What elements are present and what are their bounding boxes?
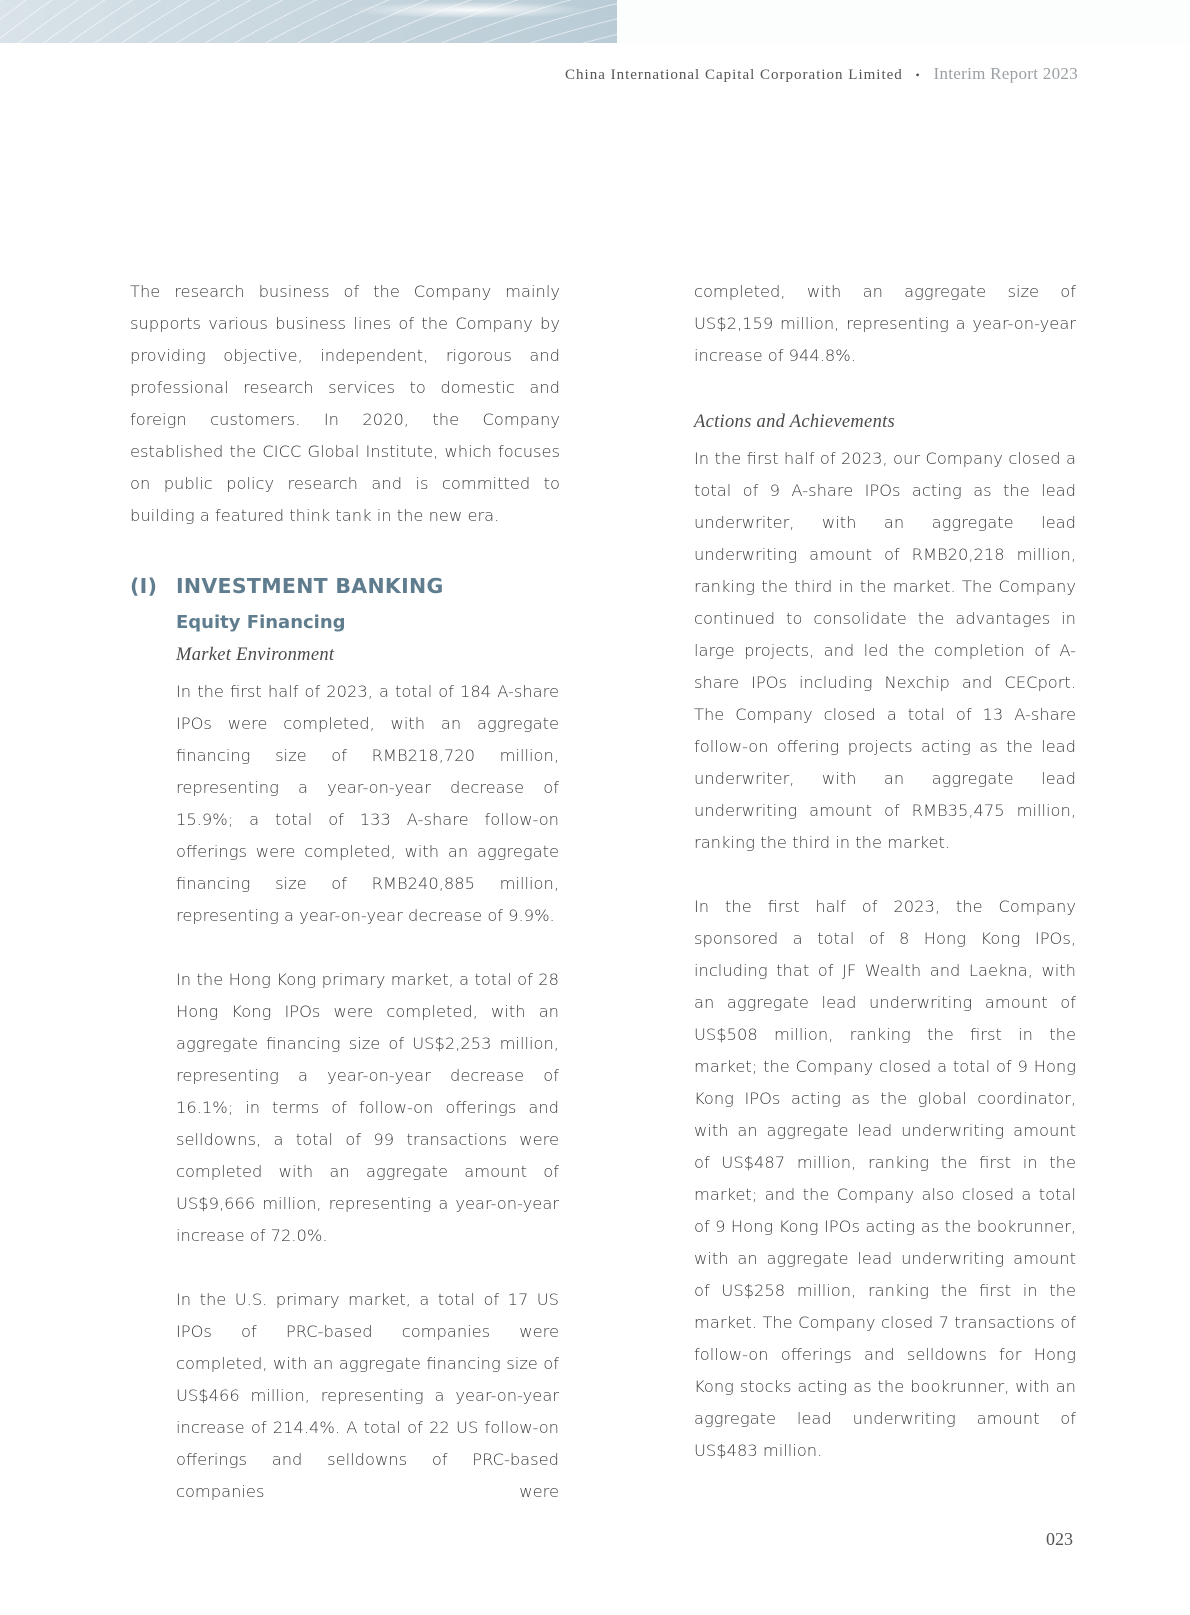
actions-heading: Actions and Achievements [694,412,896,432]
section-heading [130,574,560,598]
market-paragraph-a-share: In the first half of 2023, a total of 184 A-share IPOs were completed, with an aggregate financing size of RMB218,720 million, representing a year-on-year decrease of 15.9%; a total of 133 A-share follow-on offerings were completed, with an aggregate financing size of RMB240,885 million, representing a year-on-year decrease of 9.9%. [176,682,559,925]
subsection-title: Equity Financing [176,612,346,633]
decorative-header-banner [0,0,617,43]
report-title: Interim Report 2023 [933,64,1078,83]
page-number: 023 [1046,1529,1073,1549]
section-title: INVESTMENT BANKING [176,574,444,598]
actions-paragraph-a-share: In the first half of 2023, our Company closed a total of 9 A-share IPOs acting as the lead underwriter, with an aggregate lead underwriting amount of RMB20,218 million, ranking the third in the market. The Company continued to consolidate the advantages in large projects, and led the completion of A-share IPOs including Nexchip and CECport. The Company closed a total of 13 A-share follow-on offering projects acting as the lead underwriter, with an aggregate lead underwriting amount of RMB35,475 million, ranking the third in the market. [694,449,1076,852]
actions-paragraph-hong-kong: In the first half of 2023, the Company sponsored a total of 8 Hong Kong IPOs, including that of JF Wealth and Laekna, with an aggregate lead underwriting amount of US$508 million, ranking the first in the market; the Company closed a total of 9 Hong Kong IPOs acting as the global coordinator, with an aggregate lead underwriting amount of US$487 million, ranking the first in the market; and the Company also closed a total of 9 Hong Kong IPOs acting as the bookrunner, with an aggregate lead underwriting amount of US$258 million, ranking the first in the market. The Company closed 7 transactions of follow-on offerings and selldowns for Hong Kong stocks acting as the bookrunner, with an aggregate lead underwriting amount of US$483 million. [694,897,1076,1460]
company-name: China International Capital Corporation Limited [565,67,903,83]
continuation-paragraph: completed, with an aggregate size of US$2,159 million, representing a year-on-year increase of 944.8%. [694,282,1076,365]
left-column [130,276,560,1508]
header-banner-blank [617,0,1190,43]
intro-paragraph: The research business of the Company mainly supports various business lines of the Company by providing objective, independent, rigorous and professional research services to domestic and foreign customers. In 2020, the Company established the CICC Global Institute, which focuses on public policy research and is committed to building a featured think tank in the new era. [130,282,560,525]
running-header [565,64,1078,84]
right-column [694,276,1076,1467]
market-environment-heading: Market Environment [176,645,335,665]
market-paragraph-us: In the U.S. primary market, a total of 17 US IPOs of PRC-based companies were completed, with an aggregate financing size of US$466 million, representing a year-on-year increase of 214.4%. A total of 22 US follow-on offerings and selldowns of PRC-based companies were [176,1290,559,1501]
bullet-separator-icon: • [915,68,921,82]
section-number: (I) [130,574,158,598]
market-paragraph-hong-kong: In the Hong Kong primary market, a total of 28 Hong Kong IPOs were completed, with an aggregate financing size of US$2,253 million, representing a year-on-year decrease of 16.1%; in terms of follow-on offerings and selldowns, a total of 99 transactions were completed with an aggregate amount of US$9,666 million, representing a year-on-year increase of 72.0%. [176,970,559,1245]
